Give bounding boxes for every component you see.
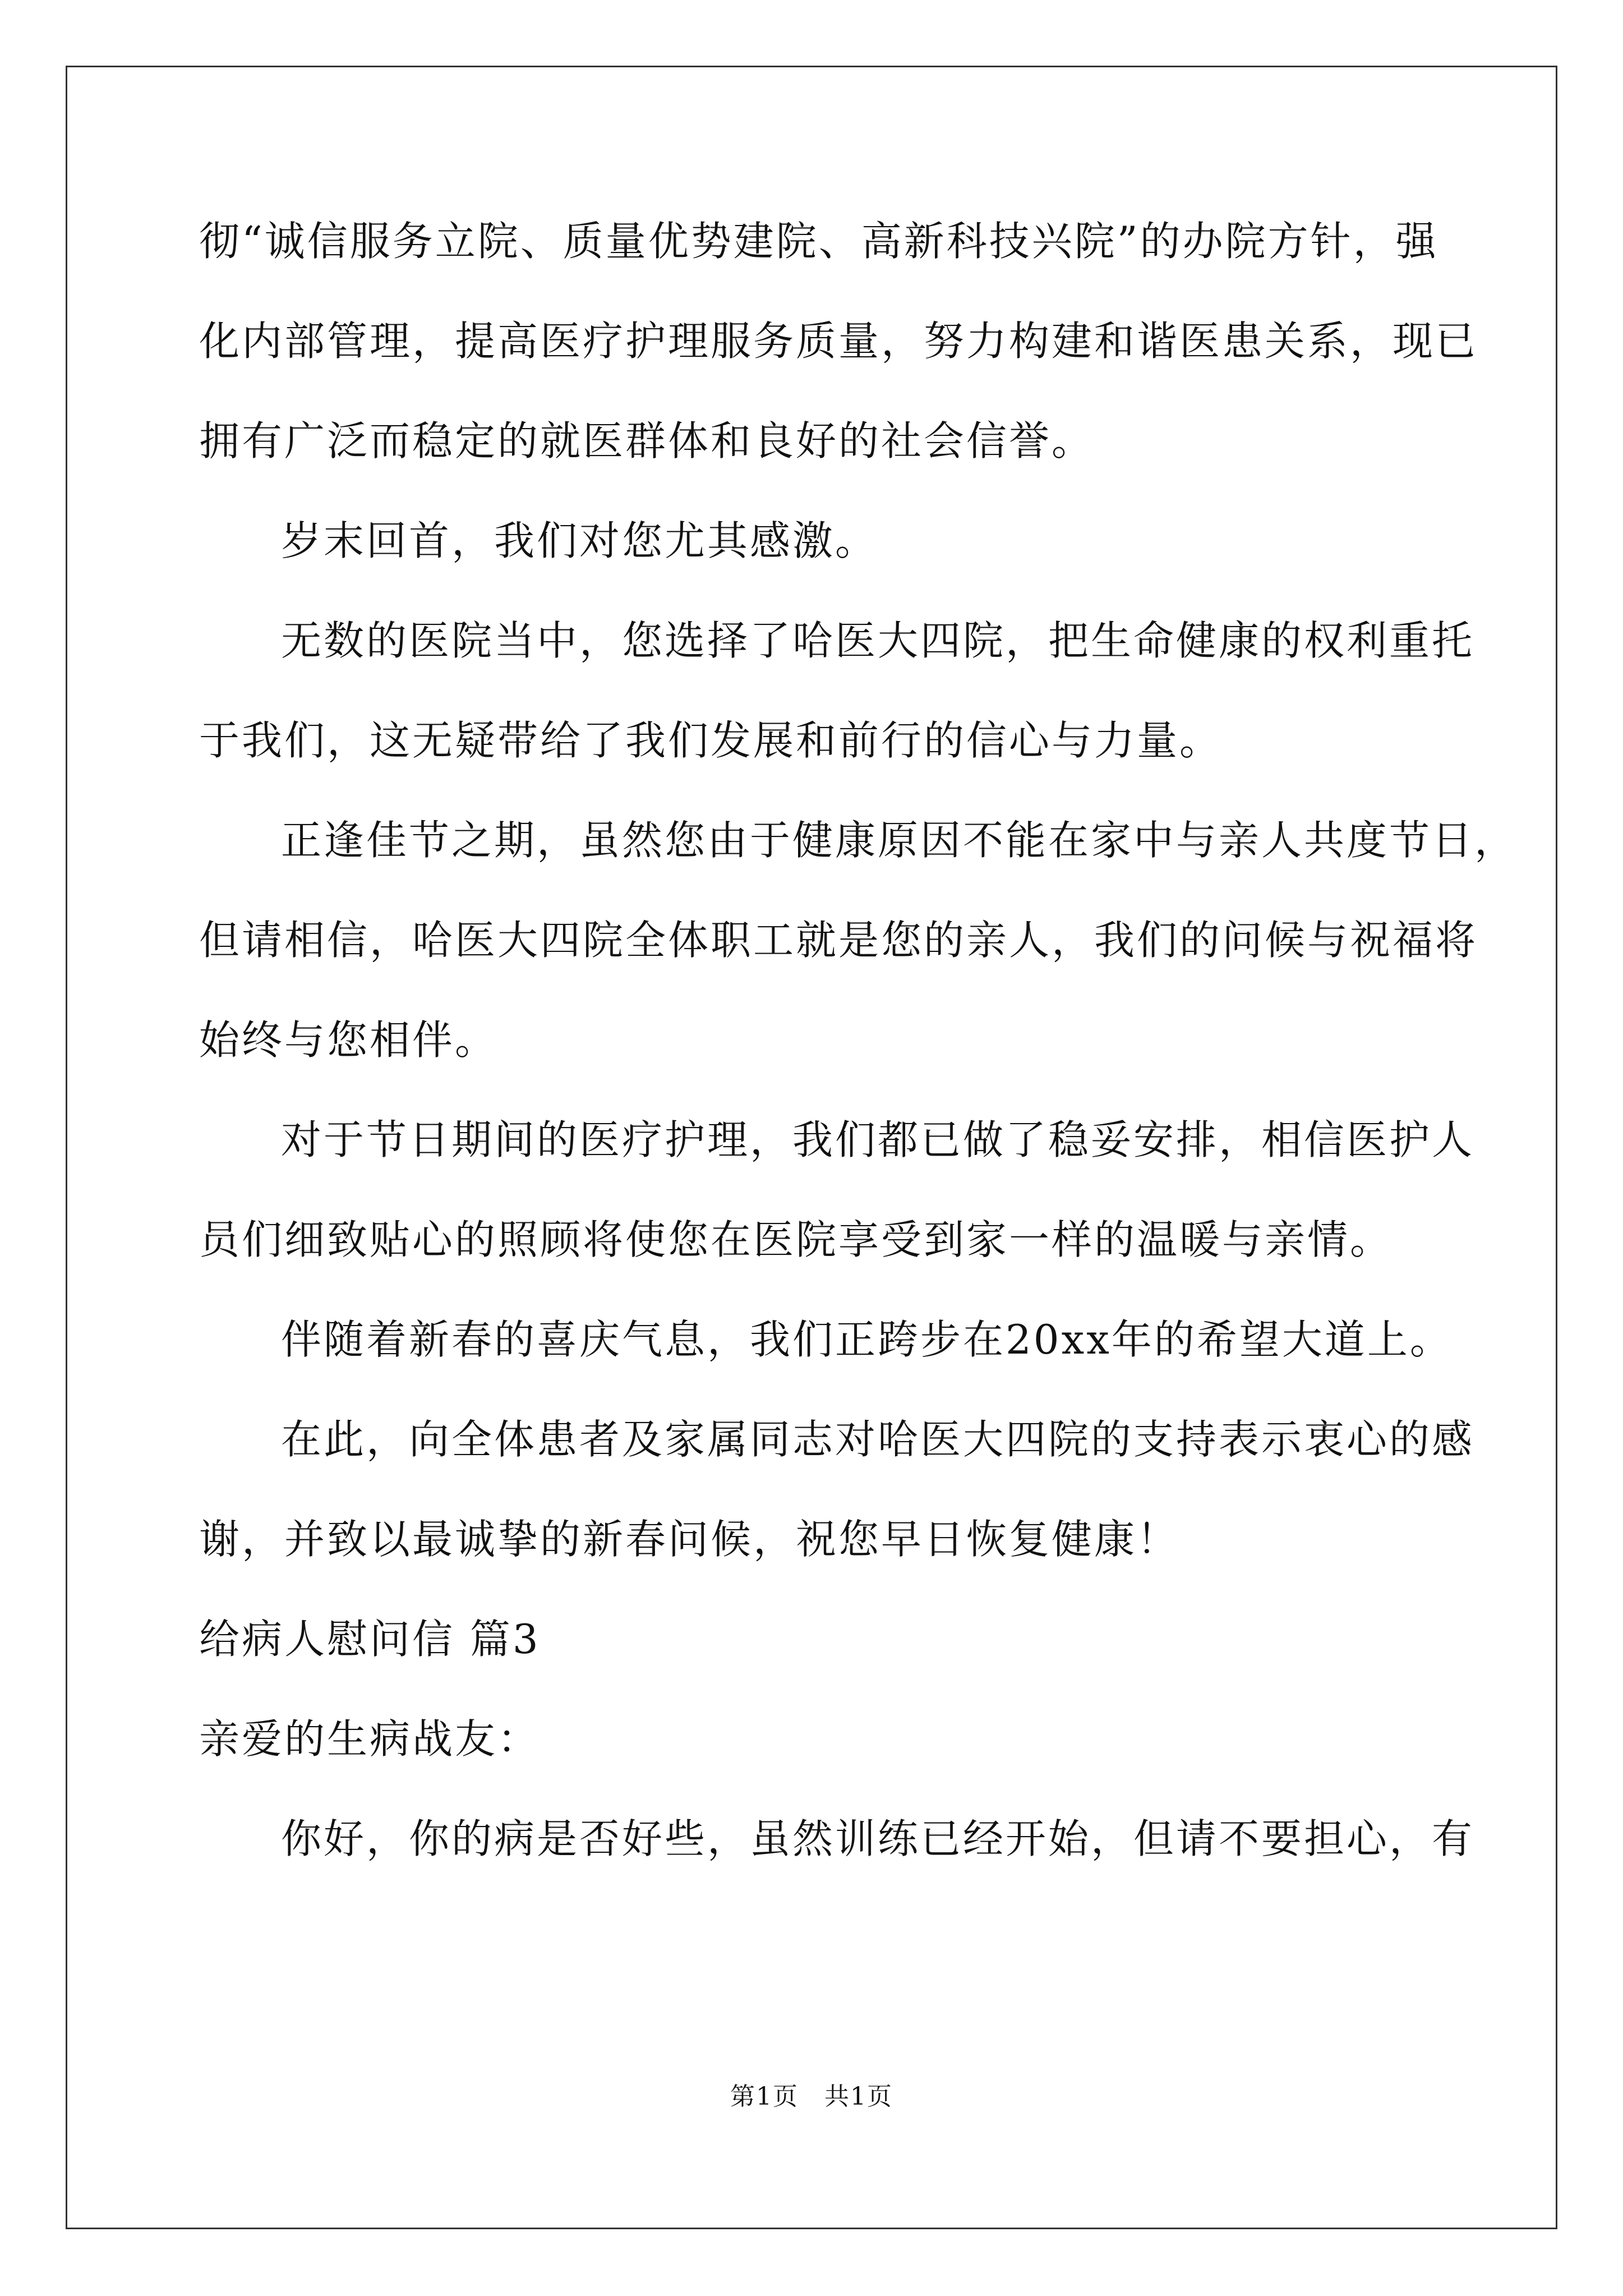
page-number-footer: 第1页 共1页 xyxy=(730,2082,893,2111)
paragraph-line: 但请相信，哈医大四院全体职工就是您的亲人，我们的问候与祝福将 xyxy=(199,917,1478,964)
paragraph-line: 伴随着新春的喜庆气息，我们正跨步在20xx年的希望大道上。 xyxy=(281,1316,1453,1363)
paragraph-line: 正逢佳节之期，虽然您由于健康原因不能在家中与亲人共度节日， xyxy=(281,817,1518,864)
paragraph-line: 无数的医院当中，您选择了哈医大四院，把生命健康的权利重托 xyxy=(281,617,1475,664)
paragraph-line: 岁末回首，我们对您尤其感激。 xyxy=(281,517,878,564)
paragraph-line: 在此，向全体患者及家属同志对哈医大四院的支持表示衷心的感 xyxy=(281,1416,1475,1463)
paragraph-line: 始终与您相伴。 xyxy=(199,1016,498,1064)
paragraph-line: 于我们，这无疑带给了我们发展和前行的信心与力量。 xyxy=(199,717,1223,764)
paragraph-line: 彻“诚信服务立院、质量优势建院、高新科技兴院”的办院方针，强 xyxy=(199,218,1438,265)
paragraph-line: 员们细致贴心的照顾将使您在医院享受到家一样的温暖与亲情。 xyxy=(199,1216,1393,1263)
paragraph-line: 你好，你的病是否好些，虽然训练已经开始，但请不要担心，有 xyxy=(281,1815,1475,1862)
paragraph-line: 对于节日期间的医疗护理，我们都已做了稳妥安排，相信医护人 xyxy=(281,1116,1475,1163)
paragraph-line: 拥有广泛而稳定的就医群体和良好的社会信誉。 xyxy=(199,417,1095,464)
section-heading: 给病人慰问信 篇3 xyxy=(199,1616,541,1663)
paragraph-line: 谢，并致以最诚挚的新春问候，祝您早日恢复健康！ xyxy=(199,1516,1180,1563)
letter-salutation: 亲爱的生病战友： xyxy=(199,1715,541,1763)
paragraph-line: 化内部管理，提高医疗护理服务质量，努力构建和谐医患关系，现已 xyxy=(199,318,1478,365)
